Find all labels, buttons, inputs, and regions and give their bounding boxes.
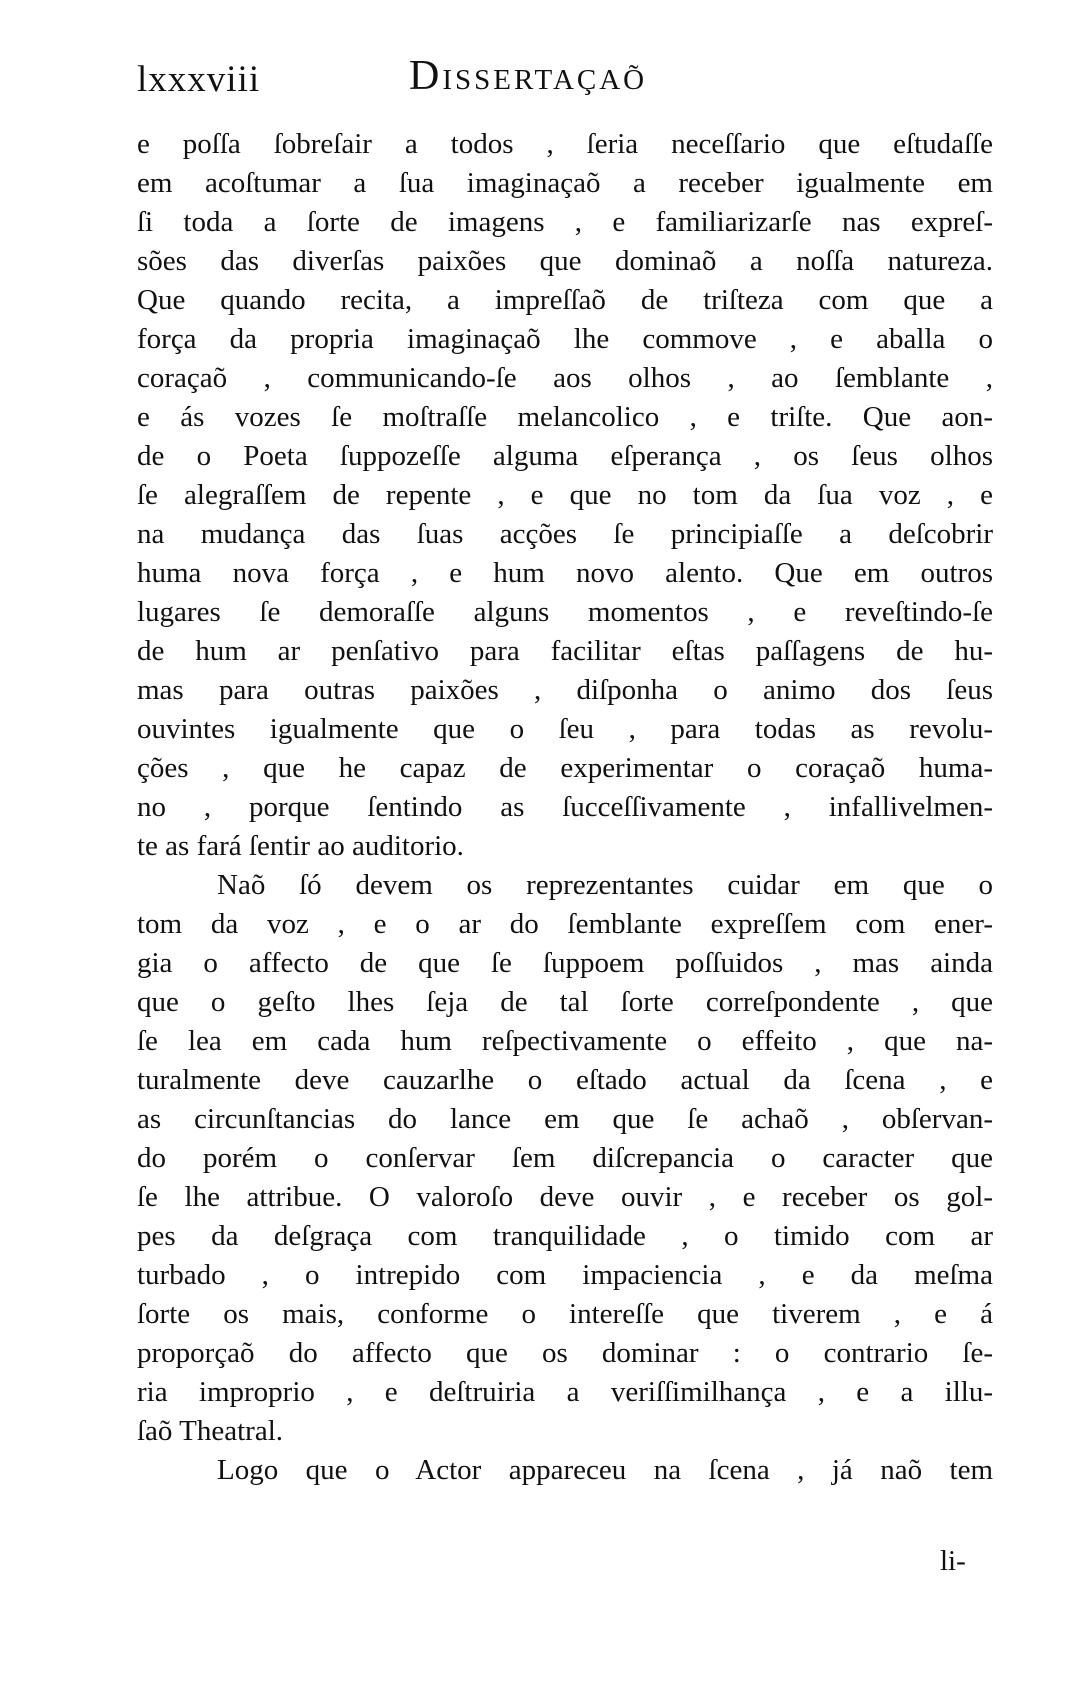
text-line: Que quando recita, a impreſſaõ de triſteza com que a bbox=[137, 284, 993, 316]
text-line: huma nova força , e hum novo alento. Que em outros bbox=[137, 557, 993, 589]
text-line: na mudança das ſuas acções ſe principiaſſe a deſcobrir bbox=[137, 518, 993, 550]
paragraph-1 bbox=[137, 125, 993, 866]
text-line: sões das diverſas paixões que dominaõ a noſſa natureza. bbox=[137, 245, 993, 277]
text-line: ſe lea em cada hum reſpectivamente o effeito , que na- bbox=[137, 1025, 993, 1057]
running-head bbox=[137, 50, 997, 112]
text-line: gia o affecto de que ſe ſuppoem poſſuidos , mas ainda bbox=[137, 947, 993, 979]
text-line: mas para outras paixões , diſponha o animo dos ſeus bbox=[137, 674, 993, 706]
text-line: de o Poeta ſuppozeſſe alguma eſperança , os ſeus olhos bbox=[137, 440, 993, 472]
text-line: coraçaõ , communicando-ſe aos olhos , ao ſemblante , bbox=[137, 362, 993, 394]
text-line: as circunſtancias do lance em que ſe achaõ , obſervan- bbox=[137, 1103, 993, 1135]
text-line: ria improprio , e deſtruiria a veriſſimilhança , e a illu- bbox=[137, 1376, 993, 1408]
paragraph-2 bbox=[137, 866, 993, 1451]
text-line: Naõ ſó devem os reprezentantes cuidar em que o bbox=[217, 869, 993, 901]
text-line: te as fará ſentir ao auditorio. bbox=[137, 830, 464, 862]
text-line: lugares ſe demoraſſe alguns momentos , e reveſtindo-ſe bbox=[137, 596, 993, 628]
text-line: no , porque ſentindo as ſucceſſivamente , infallivelmen- bbox=[137, 791, 993, 823]
body-text bbox=[137, 125, 993, 1490]
running-title: Dissertaçaõ bbox=[409, 53, 648, 99]
text-line: do porém o conſervar ſem diſcrepancia o caracter que bbox=[137, 1142, 993, 1174]
text-line: ſaõ Theatral. bbox=[137, 1415, 284, 1447]
text-line: em acoſtumar a ſua imaginaçaõ a receber igualmente em bbox=[137, 167, 993, 199]
text-line: ſi toda a ſorte de imagens , e familiarizarſe nas expreſ- bbox=[137, 206, 993, 238]
paragraph-3 bbox=[137, 1451, 993, 1490]
text-line: tom da voz , e o ar do ſemblante expreſſem com ener- bbox=[137, 908, 993, 940]
text-line: ouvintes igualmente que o ſeu , para todas as revolu- bbox=[137, 713, 993, 745]
text-line: força da propria imaginaçaõ lhe commove , e aballa o bbox=[137, 323, 993, 355]
text-line: ſe alegraſſem de repente , e que no tom da ſua voz , e bbox=[137, 479, 993, 511]
text-line: pes da deſgraça com tranquilidade , o timido com ar bbox=[137, 1220, 993, 1252]
text-line: ſorte os mais, conforme o intereſſe que tiverem , e á bbox=[137, 1298, 993, 1330]
page-number: lxxxviii bbox=[137, 59, 261, 100]
text-line: proporçaõ do affecto que os dominar : o contrario ſe- bbox=[137, 1337, 993, 1369]
catchword: li- bbox=[940, 1545, 966, 1577]
text-line: e ás vozes ſe moſtraſſe melancolico , e triſte. Que aon- bbox=[137, 401, 993, 433]
text-line: ſe lhe attribue. O valoroſo deve ouvir , e receber os gol- bbox=[137, 1181, 993, 1213]
text-line: que o geſto lhes ſeja de tal ſorte correſpondente , que bbox=[137, 986, 993, 1018]
text-line: turalmente deve cauzarlhe o eſtado actual da ſcena , e bbox=[137, 1064, 993, 1096]
text-line: e poſſa ſobreſair a todos , ſeria neceſſario que eſtudaſſe bbox=[137, 128, 993, 160]
text-line: turbado , o intrepido com impaciencia , e da meſma bbox=[137, 1259, 993, 1291]
text-line: ções , que he capaz de experimentar o coraçaõ huma- bbox=[137, 752, 993, 784]
text-line: Logo que o Actor appareceu na ſcena , já naõ tem bbox=[217, 1454, 993, 1486]
text-line: de hum ar penſativo para facilitar eſtas paſſagens de hu- bbox=[137, 635, 993, 667]
